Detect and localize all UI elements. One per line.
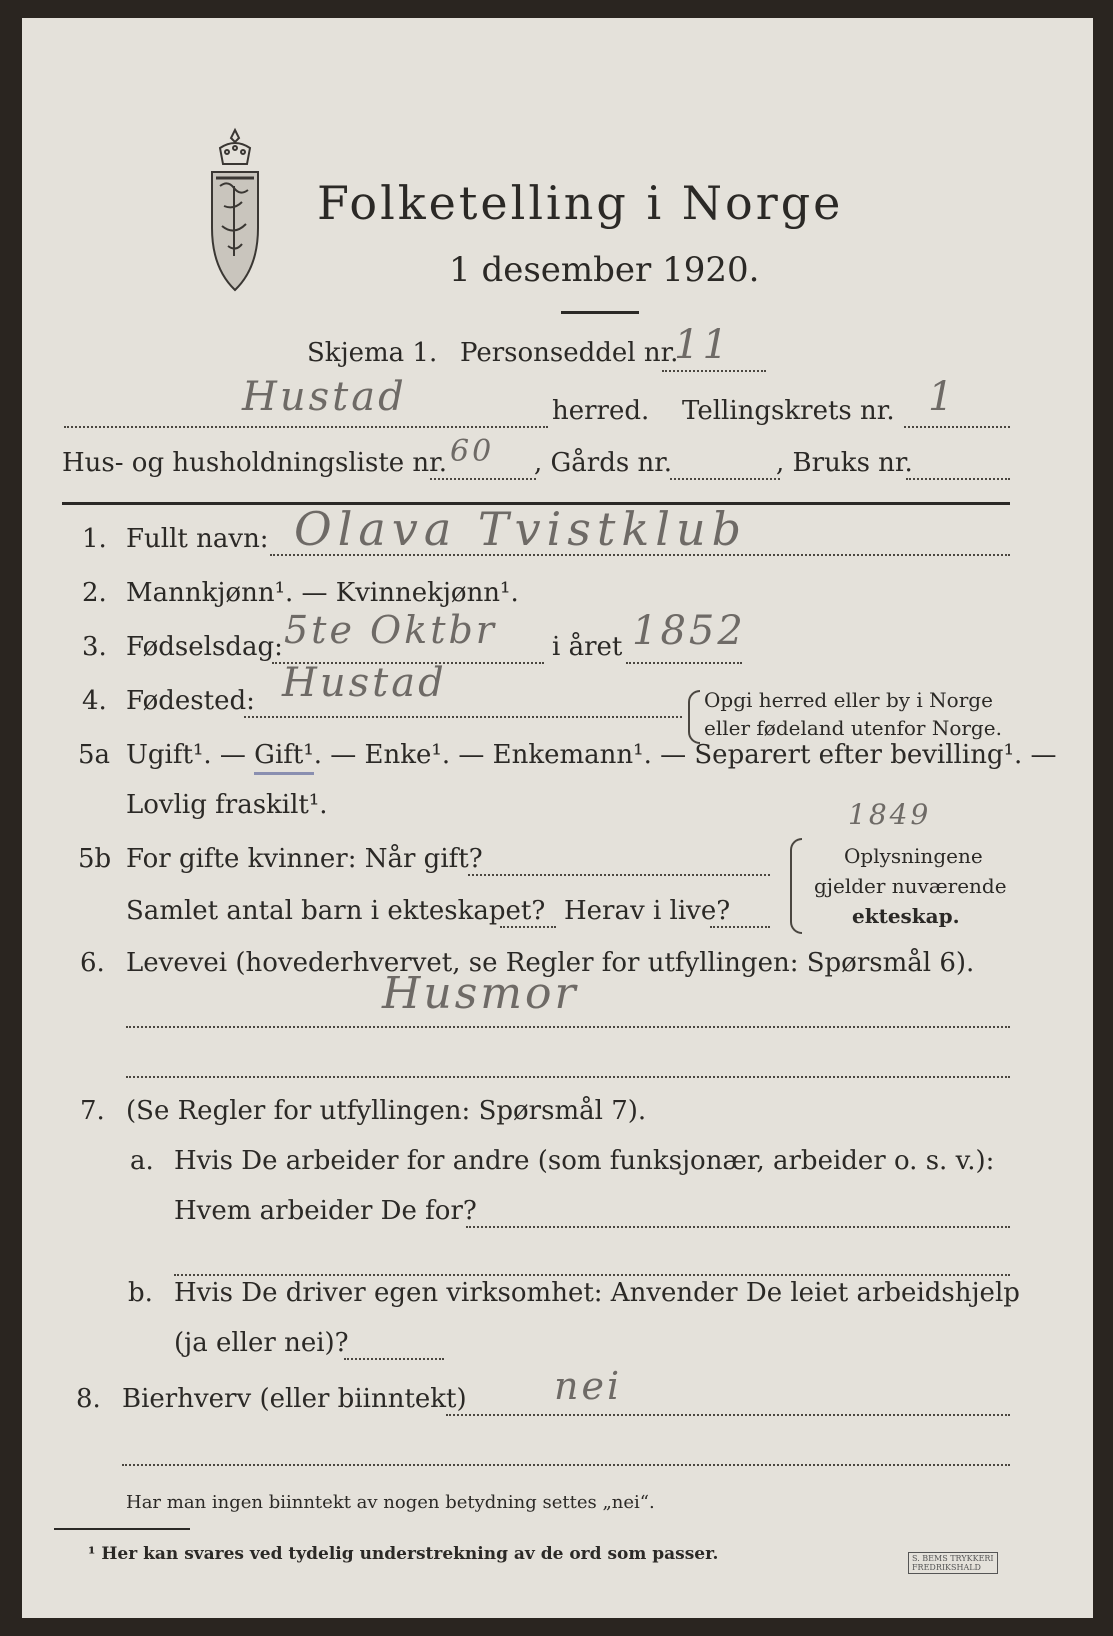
herred-label: herred. — [552, 396, 650, 426]
marriage-note-line2: gjelder nuværende — [814, 874, 1007, 898]
herred-value: Hustad — [242, 374, 407, 420]
q7-label: (Se Regler for utfyllingen: Spørsmål 7). — [126, 1096, 647, 1126]
personseddel-field[interactable] — [662, 370, 766, 372]
birth-year-value: 1852 — [632, 608, 746, 654]
q5b-label: For gifte kvinner: Når gift? — [126, 844, 483, 874]
q4-number: 4. — [82, 686, 107, 716]
gards-field[interactable] — [670, 478, 780, 480]
marriage-year-field[interactable] — [468, 874, 770, 876]
printer-stamp-line1: S. BEMS TRYKKERI — [912, 1554, 994, 1563]
hus-label: Hus- og husholdningsliste nr. — [62, 448, 448, 478]
birthplace-value: Hustad — [282, 660, 447, 706]
hus-value: 60 — [450, 434, 495, 469]
printer-stamp — [908, 1552, 998, 1574]
q7b-letter: b. — [128, 1278, 153, 1308]
footnote-rule — [54, 1528, 190, 1530]
children-count-label: Samlet antal barn i ekteskapet? — [126, 896, 546, 926]
bruks-field[interactable] — [906, 478, 1010, 480]
hired-help-field[interactable] — [344, 1358, 444, 1360]
q8-number: 8. — [76, 1384, 101, 1414]
occupation-field-line2[interactable] — [126, 1076, 1010, 1078]
printer-stamp-line2: FREDRIKSHALD — [912, 1563, 981, 1572]
occupation-field-line1[interactable] — [126, 1026, 1010, 1028]
birth-year-field[interactable] — [626, 662, 742, 664]
children-alive-field[interactable] — [710, 926, 770, 928]
q1-label: Fullt navn: — [126, 524, 269, 554]
full-name-value: Olava Tvistklub — [294, 502, 748, 556]
census-date: 1 desember 1920. — [449, 250, 760, 290]
marital-status-options[interactable] — [126, 740, 1057, 770]
marriage-year-value: 1849 — [848, 798, 932, 831]
marriage-note-line1: Oplysningene — [844, 844, 983, 868]
q6-number: 6. — [80, 948, 105, 978]
gender-options[interactable]: Mannkjønn¹. — Kvinnekjønn¹. — [126, 578, 519, 608]
children-count-field[interactable] — [500, 926, 556, 928]
side-income-note: Har man ingen biinntekt av nogen betydning settes „nei“. — [126, 1492, 655, 1513]
birthplace-note-line2: eller fødeland utenfor Norge. — [704, 716, 1002, 740]
q7a-label: Hvis De arbeider for andre (som funksjonær, arbeider o. s. v.): — [174, 1146, 995, 1176]
birthplace-note-brace — [688, 690, 700, 744]
tellingskrets-field[interactable] — [904, 426, 1010, 428]
tellingskrets-label: Tellingskrets nr. — [682, 396, 895, 426]
side-income-value: nei — [554, 1364, 623, 1408]
q3-number: 3. — [82, 632, 107, 662]
side-income-field-line1[interactable] — [446, 1414, 1010, 1416]
marital-divorced-option[interactable]: Lovlig fraskilt¹. — [126, 790, 328, 820]
birth-year-label: i året — [552, 632, 623, 662]
footnote: ¹ Her kan svares ved tydelig understrekning av de ord som passer. — [88, 1544, 719, 1564]
gards-label: , Gårds nr. — [534, 448, 673, 478]
schema-label: Skjema 1. — [307, 338, 438, 368]
children-alive-label: Herav i live? — [564, 896, 731, 926]
employer-field-line2[interactable] — [174, 1274, 1010, 1276]
form-title: Folketelling i Norge — [317, 176, 844, 230]
birthplace-note-line1: Opgi herred eller by i Norge — [704, 688, 993, 712]
q6-label: Levevei (hovederhvervet, se Regler for utfyllingen: Spørsmål 6). — [126, 948, 975, 978]
employer-field-line1[interactable] — [466, 1226, 1010, 1228]
birthplace-field[interactable] — [244, 716, 682, 718]
coat-of-arms-icon — [194, 126, 276, 306]
occupation-value: Husmor — [382, 968, 579, 1019]
hus-field[interactable] — [430, 478, 536, 480]
marital-unmarried[interactable]: Ugift¹. — — [126, 740, 255, 770]
census-form-sheet — [22, 18, 1093, 1618]
bruks-label: , Bruks nr. — [776, 448, 913, 478]
q7a-letter: a. — [130, 1146, 154, 1176]
q7b-label: Hvis De driver egen virksomhet: Anvender De leiet arbeidshjelp — [174, 1278, 1020, 1308]
q2-number: 2. — [82, 578, 107, 608]
q5b-number: 5b — [78, 844, 112, 874]
q4-label: Fødested: — [126, 686, 255, 716]
side-income-field-line2[interactable] — [122, 1464, 1010, 1466]
personseddel-label: Personseddel nr. — [460, 338, 679, 368]
marital-other-options[interactable]: . — Enke¹. — Enkemann¹. — Separert efter bevilling¹. — — [313, 740, 1057, 770]
q7a-employer-label: Hvem arbeider De for? — [174, 1196, 477, 1226]
birthday-value: 5te Oktbr — [284, 608, 497, 652]
q3-label: Fødselsdag: — [126, 632, 283, 662]
marriage-note-line3: ekteskap. — [852, 904, 960, 928]
q5a-number: 5a — [78, 740, 111, 770]
personseddel-value: 11 — [674, 322, 731, 368]
title-divider — [561, 311, 639, 314]
herred-field[interactable] — [64, 426, 548, 428]
marital-married-underlined[interactable]: Gift¹ — [254, 740, 314, 775]
q7b-hired-help-label: (ja eller nei)? — [174, 1328, 349, 1358]
q8-label: Bierhverv (eller biinntekt) — [122, 1384, 467, 1414]
q7-number: 7. — [80, 1096, 105, 1126]
q1-number: 1. — [82, 524, 107, 554]
tellingskrets-value: 1 — [928, 374, 957, 420]
marriage-note-brace — [790, 838, 802, 934]
